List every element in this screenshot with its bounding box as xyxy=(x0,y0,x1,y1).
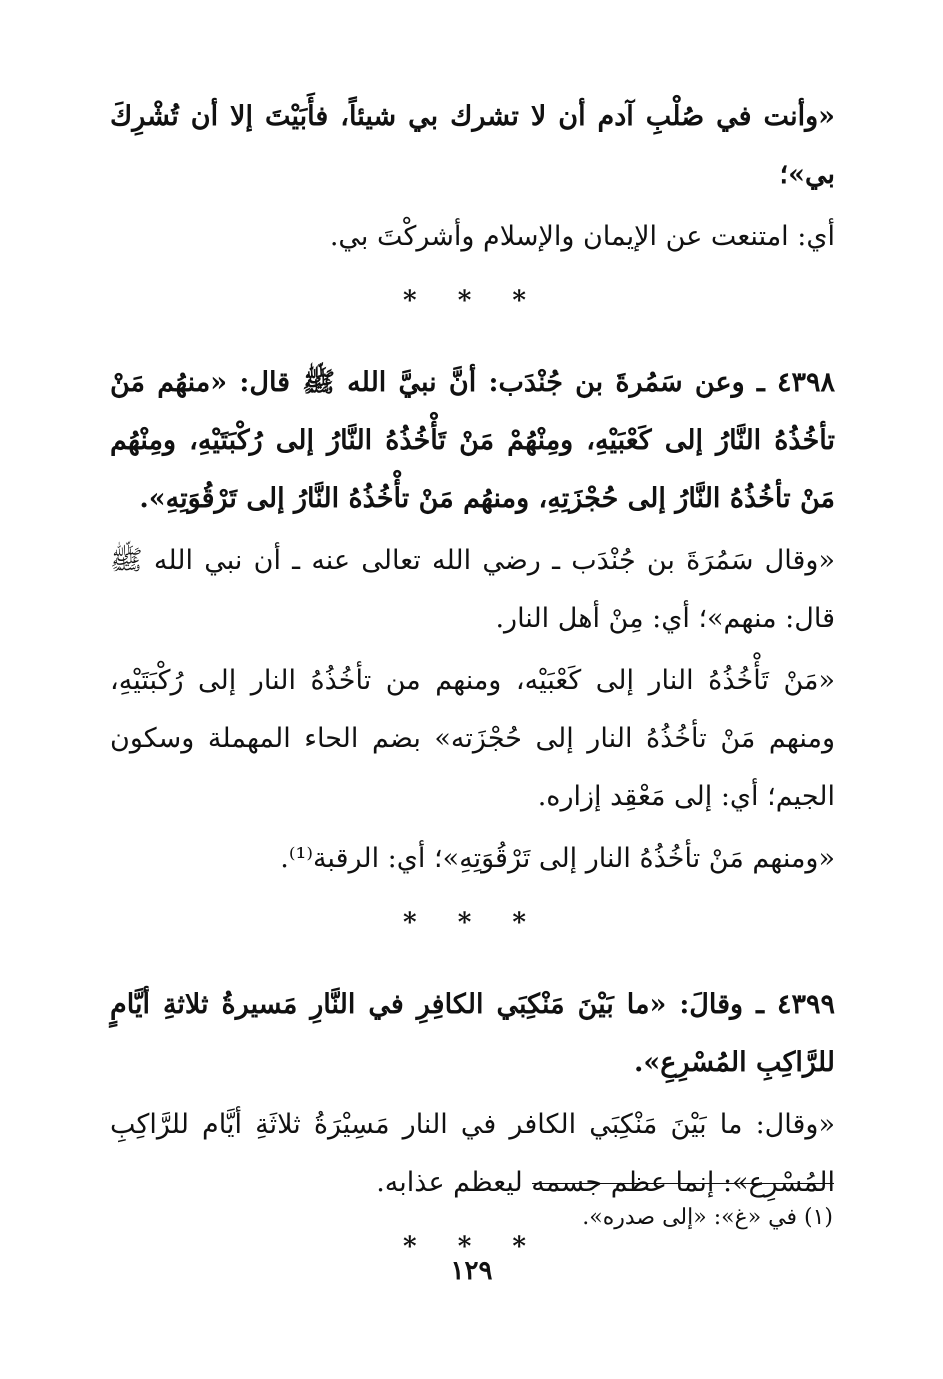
section-separator-2: * * * xyxy=(403,908,542,938)
hadith-4398: ٤٣٩٨ ـ وعن سَمُرةَ بن جُنْدَب: أنَّ نبيَّ الله ﷺ قال: «منهُم مَنْ تأخُذُهُ النَّارُ إلى كَعْبَيْهِ، ومِنْهُمْ مَنْ تَأْخُذُهُ النَّارُ إلى رُكْبَتَيْهِ، ومِنْهُم مَنْ تأخُذُهُ النَّارُ إلى حُجْزَتِهِ، ومنهُم مَنْ تأْخُذُهُ النَّارُ إلى تَرْقُوَتِهِ». xyxy=(110,367,835,514)
section-separator-1: * * * xyxy=(403,286,542,316)
paragraph-2: أي: امتنعت عن الإيمان والإسلام وأشركْتَ بي. xyxy=(329,221,835,252)
paragraph-1: «وأنت في صُلْبِ آدم أن لا تشرك بي شيئاً، فأَبَيْتَ إلا أن تُشْرِكَ بي»؛ xyxy=(110,101,835,190)
commentary-4398-c: «ومنهم مَنْ تأخُذُهُ النار إلى تَرْقُوَتِهِ»؛ أي: الرقبة⁽¹⁾. xyxy=(280,843,835,874)
hadith-4399: ٤٣٩٩ ـ وقالَ: «ما بَيْنَ مَنْكِبَي الكافِرِ في النَّارِ مَسيرةُ ثلاثةِ أيَّامٍ للرَّاكِبِ المُسْرِعِ». xyxy=(110,989,835,1078)
footnote: (١) في «غ»: «إلى صدره». xyxy=(582,1205,833,1230)
footnote-divider xyxy=(532,1183,834,1184)
commentary-4398-b: «مَنْ تَأْخُذُهُ النار إلى كَعْبَيْه، ومنهم من تأخُذُهُ النار إلى رُكْبَتَيْهِ، ومنهم مَنْ تأخُذُهُ النار إلى حُجْزَته» بضم الحاء المهملة وسكون الجيم؛ أي: إلى مَعْقِد إزاره. xyxy=(110,665,835,812)
page-number: ١٢٩ xyxy=(450,1256,493,1286)
page-body xyxy=(110,88,835,1300)
commentary-4398-a: «وقال سَمُرَةَ بن جُنْدَب ـ رضي الله تعالى عنه ـ أن نبي الله ﷺ قال: منهم»؛ أي: مِنْ أهل النار. xyxy=(110,545,835,634)
section-separator-3: * * * xyxy=(403,1232,542,1262)
commentary-4399: «وقال: ما بَيْنَ مَنْكِبَي الكافر في النار مَسِيْرَةُ ثلاثَةِ أيَّام للرَّاكِبِ المُسْرِع»: إنما عظم جسمه ليعظم عذابه. xyxy=(110,1109,835,1198)
